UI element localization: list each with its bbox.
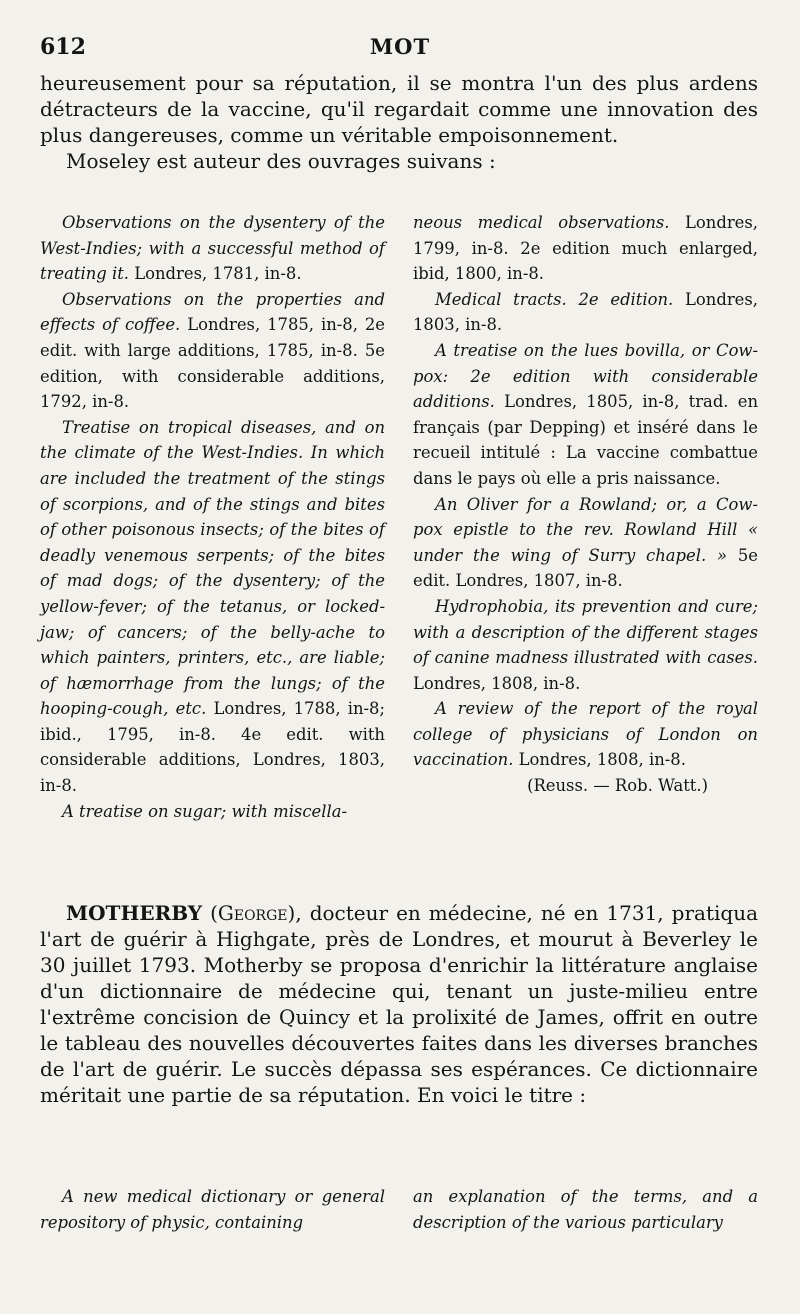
works-column-right (413, 210, 758, 799)
motherby-works-list (40, 1184, 758, 1244)
works-column-left (40, 210, 385, 824)
work-item: Medical tracts. 2e edition. Londres, 1803, in-8. (413, 289, 758, 335)
work-item: A new medical dictionary or general repository of physic, containing (40, 1187, 385, 1232)
page-number: 612 (40, 34, 86, 60)
work-item: A treatise on sugar; with miscella- (62, 801, 348, 821)
entry-forename: (George) (210, 901, 296, 925)
intro-continuation: heureusement pour sa réputation, il se montra l'un des plus ardens détracteurs de la vaccine, qu'il regardait comme une innovation des plus dangereuses, comme un véritable empoisonnement. (40, 71, 758, 147)
source-citation: (Reuss. — Rob. Watt.) (527, 776, 708, 796)
work-item: neous medical observations. Londres, 1799, in-8. 2e edition much enlarged, ibid, 1800, in-8. (413, 213, 758, 284)
work-item: an explanation of the terms, and a description of the various particulary (413, 1187, 758, 1232)
work-item: A review of the report of the royal college of physicians of London on vaccination. Londres, 1808, in-8. (413, 699, 758, 770)
work-item: Treatise on tropical diseases, and on the climate of the West-Indies. In which are included the treatment of the stings of scorpions, and of the stings and bites of other poisonous insects; of the bites of deadly venemous serpents; of the bites of mad dogs; of the dysentery; of the yellow-fever; of the tetanus, or locked-jaw; of cancers; of the belly-ache to which painters, printers, etc., are liable; of hæmorrhage from the lungs; of the hooping-cough, etc. Londres, 1788, in-8; ibid., 1795, in-8. 4e edit. with considerable additions, Londres, 1803, in-8. (40, 417, 385, 796)
work-item: Observations on the properties and effects of coffee. Londres, 1785, in-8, 2e edit. with large additions, 1785, in-8. 5e edition, with considerable additions, 1792, in-8. (40, 289, 385, 412)
entry-name: MOTHERBY (66, 901, 203, 925)
work-item: A treatise on the lues bovilla, or Cow-pox: 2e edition with considerable additions. Londres, 1805, in-8, trad. en français (par Depping) et inséré dans le recueil intitulé : La vaccine combattue dans le pays où elle a pris naissance. (413, 340, 758, 488)
motherby-entry (40, 900, 758, 1108)
entry-text: , docteur en médecine, né en 1731, pratiqua l'art de guérir à Highgate, près de Londres, et mourut à Beverley le 30 juillet 1793. Motherby se proposa d'enrichir la littérature anglaise d'un dictionnaire de médecine qui, tenant un juste-milieu entre l'extrême concision de Quincy et la prolixité de James, offrit en outre le tableau des nouvelles découvertes faites dans les diverses branches de l'art de guérir. Le succès dépassa ses espérances. Ce dictionnaire méritait une partie de sa réputation. En voici le titre : (40, 901, 758, 1107)
moseley-works-list (40, 210, 758, 870)
works-column-left (40, 1184, 385, 1235)
work-item: Observations on the dysentery of the West-Indies; with a successful method of treating it. Londres, 1781, in-8. (40, 213, 385, 284)
intro-paragraph (40, 70, 758, 174)
work-item: An Oliver for a Rowland; or, a Cow-pox epistle to the rev. Rowland Hill « under the wing of Surry chapel. » 5e edit. Londres, 1807, in-8. (413, 494, 758, 591)
works-column-right (413, 1184, 758, 1235)
running-head: MOT (369, 34, 431, 59)
page-header (40, 34, 760, 68)
works-intro-line: Moseley est auteur des ouvrages suivans : (66, 149, 496, 173)
work-item: Hydrophobia, its prevention and cure; with a description of the different stages of canine madness illustrated with cases. Londres, 1808, in-8. (413, 596, 758, 693)
